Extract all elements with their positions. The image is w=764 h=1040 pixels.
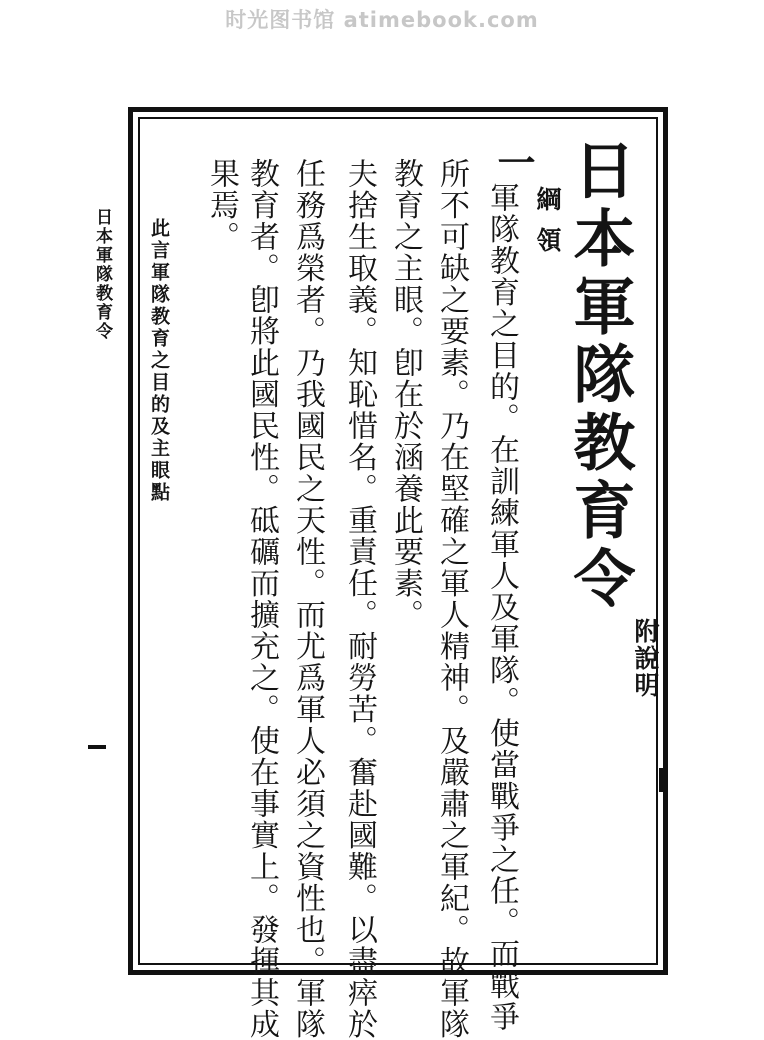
document-title: 日本軍隊教育令 [563,138,636,614]
body-text-column: 所不可缺之要素。乃在堅確之軍人精神。及嚴肅之軍紀。故軍隊 [434,158,469,1040]
document-subtitle: 附說明 [631,618,660,699]
frame-notch [659,768,668,792]
body-text-column: 夫捨生取義。知恥惜名。重責任。耐勞苦。奮赴國難。以盡瘁於 [342,158,377,1040]
running-title: 日本軍隊教育令 [92,208,112,341]
section-heading: 綱領 [533,186,562,268]
body-text-column: 教育者。卽將此國民性。砥礪而擴充之。使在事實上。發揮其成 [244,158,279,1040]
margin-note: 此言軍隊教育之目的及主眼點 [148,218,170,504]
item-number: 一 [491,143,536,181]
watermark-text: 时光图书馆 atimebook.com [225,8,539,32]
body-text-column: 教育之主眼。卽在於涵養此要素。 [388,158,423,631]
body-text-column: 任務爲榮者。乃我國民之天性。而尤爲軍人必須之資性也。軍隊 [290,158,325,1040]
page-mark [88,745,106,749]
body-text-column: 果焉。 [204,158,239,253]
body-text-column: 軍隊教育之目的。在訓練軍人及軍隊。使當戰爭之任。而戰爭 [484,182,519,1033]
